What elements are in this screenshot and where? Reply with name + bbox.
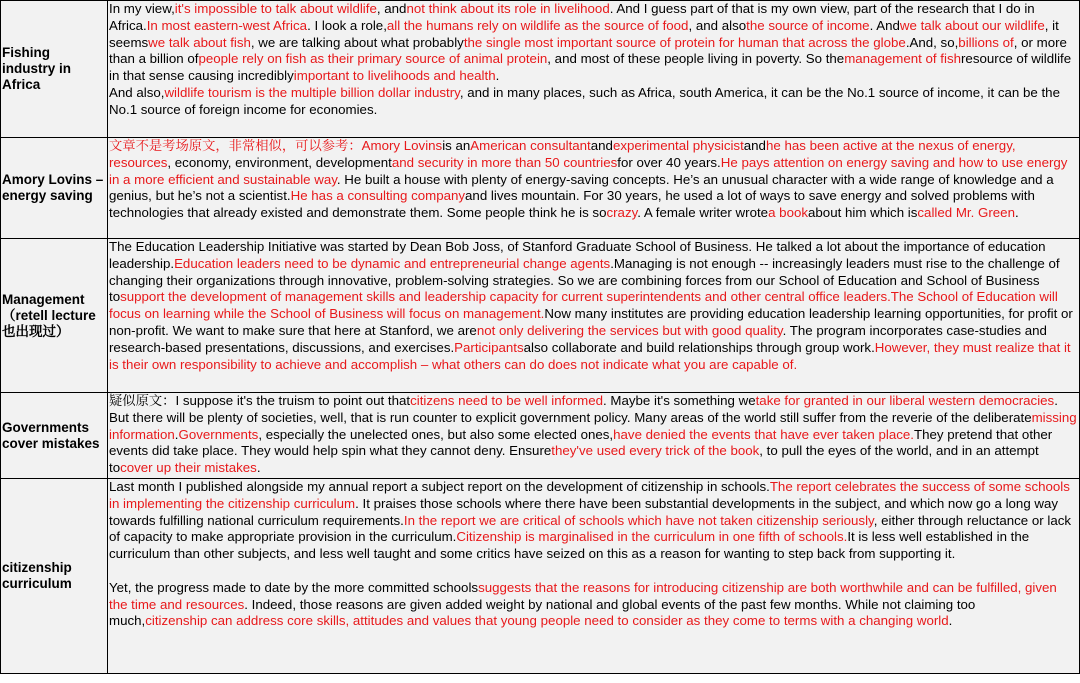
highlighted-text: He pays attention on energy saving and how to use energy in a more efficient and sustainable way [109,154,1068,187]
highlighted-text: called Mr. Green [917,205,1015,221]
text-segment: and lives mountain. For 30 years, he used a lot of ways to save energy and solved problems with technologies that already existed and demonstrate them. Some people think he is so [109,188,1035,221]
text-segment: about him which is [808,205,918,221]
highlighted-text: people rely on fish as their primary source of animal protein [198,51,548,67]
text-segment: , and [376,1,407,16]
highlighted-text: experimental physicist [612,138,744,153]
table-row [1,239,1080,393]
highlighted-text: and security in more than 50 countries [391,154,618,170]
highlighted-text: it's impossible to talk about wildlife [174,1,377,16]
row-heading: Management（retell lecture也出现过） [1,239,108,393]
highlighted-text: The report celebrates the success of some schools in implementing the citizenship curriculum [109,479,1070,511]
paragraph [109,580,1077,630]
highlighted-text: suggests that the reasons for introducing citizenship are both worthwhile and can be fulfilled, given the time and resources [109,579,1057,612]
paragraph [109,393,1077,477]
highlighted-text: citizens need to be well informed [410,393,604,408]
highlighted-text: However, they must realize that it is their own responsibility to achieve and accomplish – what others can do does not indicate what you are capable of. [109,339,1071,372]
highlighted-text: we talk about our wildlife [899,17,1045,33]
highlighted-text: the source of income [746,17,870,33]
text-segment: . [948,613,953,629]
text-segment: In my view, [109,1,175,16]
paragraph [109,138,1077,222]
highlighted-text: they've used every trick of the book [551,443,760,459]
highlighted-text: all the humans rely on wildlife as the source of food [386,17,689,33]
highlighted-text: wildlife tourism is the multiple billion dollar industry [164,84,460,100]
row-text [108,1,1080,138]
text-segment: also collaborate and build relationships through group work. [523,339,875,355]
highlighted-text: missing information [109,409,1077,442]
highlighted-text: He has a consulting company [290,188,466,204]
paragraph [109,239,1077,373]
row-text [108,393,1080,479]
text-segment: . [174,426,179,442]
highlighted-text: crazy [606,205,638,221]
row-heading: Governments cover mistakes [1,393,108,479]
paragraph [109,479,1077,563]
highlighted-text: Citizenship is marginalised in the curriculum in one fifth of schools. [456,529,848,545]
text-segment: . Maybe it's something we [603,393,756,408]
text-segment: for over 40 years. [617,154,721,170]
table-row [1,138,1080,239]
paragraph [109,85,1077,119]
text-segment: , either through reluctance or lack of capacity to make appropriate provision in the curriculum. [109,512,1072,545]
text-segment: Last month I published alongside my annual report a subject report on the development of citizenship in schools. [109,479,770,494]
text-segment: , especially the unelected ones, but also some elected ones, [258,426,614,442]
text-segment: . He built a house with plenty of energy-saving concepts. He’s an unusual character with a wide range of knowledge and a genius, but he’s not a scientist. [109,171,1054,204]
text-segment: and [743,138,766,153]
highlighted-text: Education leaders need to be dynamic and entrepreneurial change agents [174,255,611,271]
text-segment: It is less well established in the curriculum than other subjects, and less well taught and some critics have seized on this as a reason for wanting to step back from supporting it. [109,529,1030,562]
text-segment: . Indeed, those reasons are given added weight by national and global events of the past few months. While not claiming too much, [109,596,976,629]
highlighted-text: 文章不是考场原文，非常相似，可以参考：Amory Lovins [109,138,443,153]
text-segment: The Education Leadership Initiative was started by Dean Bob Joss, of Stanford Graduate School of Business. He talked a lot about the importance of education leadership. [109,239,1046,271]
highlighted-text: take for granted in our liberal western democracies [755,393,1055,408]
row-heading: citizenship curriculum [1,479,108,674]
highlighted-text: Governments [178,426,259,442]
text-segment: . And [869,17,900,33]
text-segment: , and also [688,17,747,33]
highlighted-text: he has been active at the nexus of energy, resources [109,138,1016,170]
highlighted-text: we talk about fish [148,34,251,50]
text-segment: , and most of these people living in poverty. So the [547,51,845,67]
text-segment: Now many institutes are providing education leadership learning opportunities, for profit or non-profit. We want to make sure that here at Stanford, we are [109,306,1073,338]
text-segment: 疑似原文：I suppose it's the truism to point out that [109,393,411,408]
highlighted-text: Participants [454,339,524,355]
paragraph [109,563,1077,580]
highlighted-text: have denied the events that have ever taken place. [613,426,914,442]
text-segment: .Managing is not enough -- increasingly leaders must rise to the challenge of changing their organizations through innovative, problem-solving strategies. So we are combining forces from our School of Education and School of Business to [109,255,1060,305]
text-segment: . [1014,205,1019,221]
text-segment: and [590,138,613,153]
text-segment: They pretend that other events did take place. They would help spin what they cannot deny. Ensure [109,426,1053,459]
text-segment: . And I guess part of that is my own view, part of the research that I do in Africa. [109,1,1035,33]
table-row [1,1,1080,138]
text-segment: , it seems [109,17,1059,50]
highlighted-text: In most eastern-west Africa [146,17,308,33]
highlighted-text: management of fish [844,51,961,67]
text-segment: . A female writer wrote [637,205,769,221]
text-segment: , economy, environment, development [167,154,392,170]
text-segment: .And, so, [905,34,959,50]
highlighted-text: billions of [958,34,1014,50]
row-text [108,239,1080,393]
row-text [108,479,1080,674]
highlighted-text: citizenship can address core skills, attitudes and values that young people need to consider as they come to terms with a changing world [145,613,949,629]
text-segment: , to pull the eyes of the world, and in an attempt to [109,443,1039,476]
highlighted-text: a book [768,205,809,221]
highlighted-text: not think about its role in livelihood [406,1,610,16]
text-segment: . [256,460,261,476]
row-text [108,138,1080,239]
text-segment: resource of wildlife in that sense causing incredibly [109,51,1072,84]
highlighted-text: the single most important source of protein for human that across the globe [463,34,906,50]
highlighted-text: In the report we are critical of schools which have not taken citizenship seriously [403,512,874,528]
table-row [1,479,1080,674]
paragraph [109,1,1077,85]
text-segment: , or more than a billion of [109,34,1067,67]
highlighted-text: cover up their mistakes [120,460,257,476]
text-segment: . I look a role, [307,17,387,33]
highlighted-text: not only delivering the services but with good quality [476,322,783,338]
text-segment: . The program incorporates case-studies and research-based presentations, discussions, and exercises. [109,322,1047,355]
row-heading: Fishing industry in Africa [1,1,108,138]
text-segment: . It praises those schools where there have been substantial developments in the subject, and which now go a long way towards fulfilling national curriculum requirements. [109,495,1059,528]
text-segment: . But there will be plenty of societies, well, that is run counter to explicit government policy. Many areas of the world still suffer from the reverie of the deliberate [109,393,1058,425]
highlighted-text: support the development of management skills and leadership capacity for current superintendents and other central office leaders.The School of Education will focus on learning while the School of Business will focus on management. [109,289,1058,322]
row-heading: Amory Lovins – energy saving [1,138,108,239]
highlighted-text: important to livelihoods and health [293,68,496,84]
highlighted-text: American consultant [470,138,591,153]
text-segment: , we are talking about what probably [250,34,464,50]
text-segment: , and in many places, such as Africa, south America, it can be the No.1 source of income, it can be the No.1 source of foreign income for economies. [109,84,1060,117]
text-segment: . [495,68,500,84]
text-segment: Yet, the progress made to date by the more committed schools [109,579,479,595]
text-segment: And also, [109,84,165,100]
table-row [1,393,1080,479]
text-segment: is an [442,138,471,153]
